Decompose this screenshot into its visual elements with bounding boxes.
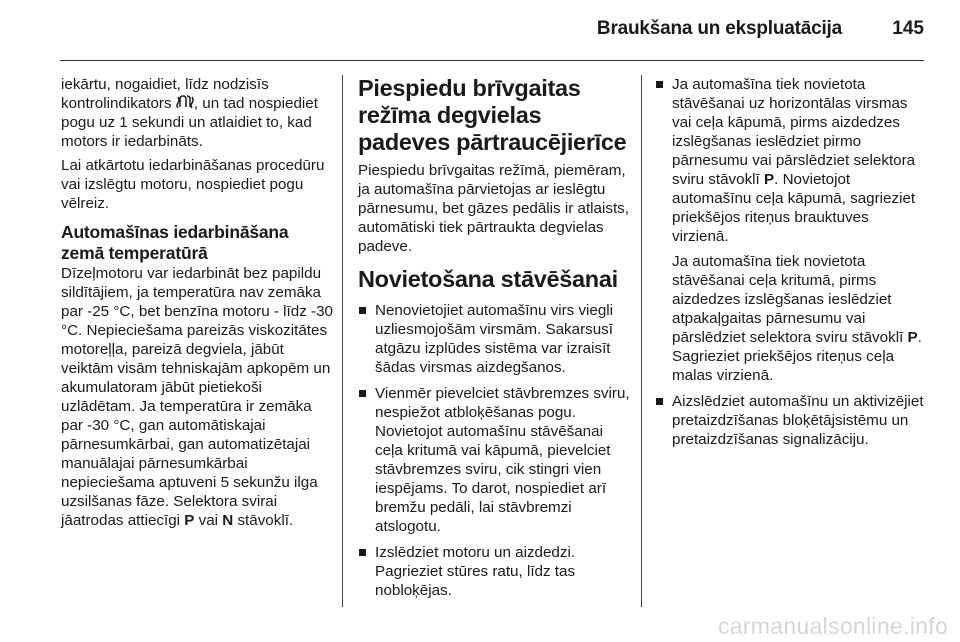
- header-rule: [60, 60, 924, 61]
- paragraph: [672, 75, 928, 246]
- text: Ja automašīna tiek novietota stāvēšanai ceļa kritumā, pirms aizdedzes izslēgšanas ieslēdziet atpakaļgaitas pārnesumu vai pārslēdziet selektora sviru stāvoklī: [672, 253, 908, 346]
- column-3: [655, 75, 928, 456]
- text: Izslēdziet motoru un aizdedzi. Pagrieziet stūres ratu, līdz tas nobloķējas.: [375, 544, 576, 599]
- paragraph: Piespiedu brīvgaitas režīmā, piemēram, ja automašīna pārvietojas ar ieslēgtu pārnesumu, bet gāzes pedālis ir atlaists, automātiski tiek pārtraukta degvielas padeve.: [358, 162, 629, 255]
- paragraph: [672, 252, 928, 385]
- gear-p-label: P: [764, 171, 775, 188]
- text: Aizslēdziet automašīnu un aktivizējiet pretaizdzīšanas bloķētājsistēmu un pretaizdzīšanas signalizāciju.: [672, 393, 924, 448]
- gear-p-label: P: [184, 512, 195, 529]
- heading-parking: Novietošana stāvēšanai: [358, 266, 618, 292]
- text: , un tad nospiediet pogu uz 1 sekundi un atlaidiet to, kad motors ir iedarbināts.: [61, 95, 318, 150]
- text: Dīzeļmotoru var iedarbināt bez papildu sildītājiem, ja temperatūra nav zemāka par -25 °C, bet benzīna motoru - līdz -30 °C. Nepieciešama pareizās viskozitātes motoreļļa, pareizā degviela, jābūt veiktām visām tehniskajām apkopēm un akumulatoram jābūt pietiekoši uzlādētam. Ja temperatūra ir zemāka par -30 °C, gan automātiskajai pārnesumkārbai, gan automatizētajai manuālajai pārnesumkārbai nepieciešama aptuveni 5 sekunžu ilga uzsilšanas fāze. Selektora svirai jāatrodas attiecīgi: [61, 265, 333, 529]
- column-divider: [641, 75, 642, 607]
- list-item: [358, 384, 633, 536]
- text: Ja automašīna tiek novietota stāvēšanai uz horizontālas virsmas vai ceļa kāpumā, pirms aizdedzes izslēgšanas ieslēdziet pirmo pārnesumu vai pārslēdziet selektora sviru stāvoklī: [672, 76, 916, 188]
- column-divider: [342, 75, 343, 607]
- parking-list: [358, 301, 633, 600]
- list-item: [655, 75, 928, 385]
- column-1: [61, 75, 333, 535]
- text: Vienmēr pievelciet stāvbremzes sviru, nespiežot atbloķēšanas pogu. Novietojot automašīnu stāvēšanai ceļa kritumā vai kāpumā, pievelciet stāvbremzes sviru, cik stingri vien iespējams. To darot, nospiediet arī bremžu pedāli, lai stāvbremzi atslogotu.: [375, 385, 630, 535]
- section-title: Braukšana un ekspluatācija: [596, 18, 842, 39]
- list-item: [358, 543, 633, 600]
- text: Nenovietojiet automašīnu virs viegli uzliesmojošām virsmām. Sakarsusī atgāzu izplūdes sistēma var izraisīt šādas virsmas aizdegšanos.: [375, 302, 614, 376]
- bullet-icon: [359, 390, 366, 397]
- column-2: [358, 75, 633, 607]
- text: vai: [194, 512, 223, 529]
- heading-fuel-cutoff: Piespiedu brīvgaitas režīma degvielas padeves pārtraucējierīce: [358, 75, 627, 155]
- watermark: carmanualsonline.info: [717, 613, 948, 639]
- bullet-icon: [656, 398, 663, 405]
- glow-plug-indicator-icon: [176, 95, 194, 109]
- bullet-icon: [359, 307, 366, 314]
- page-header: [0, 0, 960, 62]
- subheading-cold-start: Automašīnas iedarbināšana zemā temperatūrā: [61, 222, 289, 263]
- paragraph: Lai atkārtotu iedarbināšanas procedūru vai izslēgtu motoru, nospiediet pogu vēlreiz.: [61, 157, 325, 212]
- list-item: [358, 301, 633, 377]
- list-item: [655, 392, 928, 449]
- text: iekārtu, nogaidiet, līdz nodzisīs kontrolindikators: [61, 76, 269, 112]
- paragraph: [61, 264, 333, 530]
- text: stāvoklī.: [233, 512, 294, 529]
- bullet-icon: [656, 81, 663, 88]
- gear-n-label: N: [222, 512, 234, 529]
- text: . Sagrieziet priekšējos riteņus ceļa malas virzienā.: [672, 329, 922, 384]
- text: . Novietojot automašīnu ceļa kāpumā, sagrieziet priekšējos riteņus brauktuves virzienā.: [672, 171, 916, 245]
- parking-list-continued: [655, 75, 928, 449]
- gear-p-label: P: [907, 329, 918, 346]
- paragraph: [61, 75, 333, 151]
- page-number: 145: [892, 18, 924, 39]
- bullet-icon: [359, 549, 366, 556]
